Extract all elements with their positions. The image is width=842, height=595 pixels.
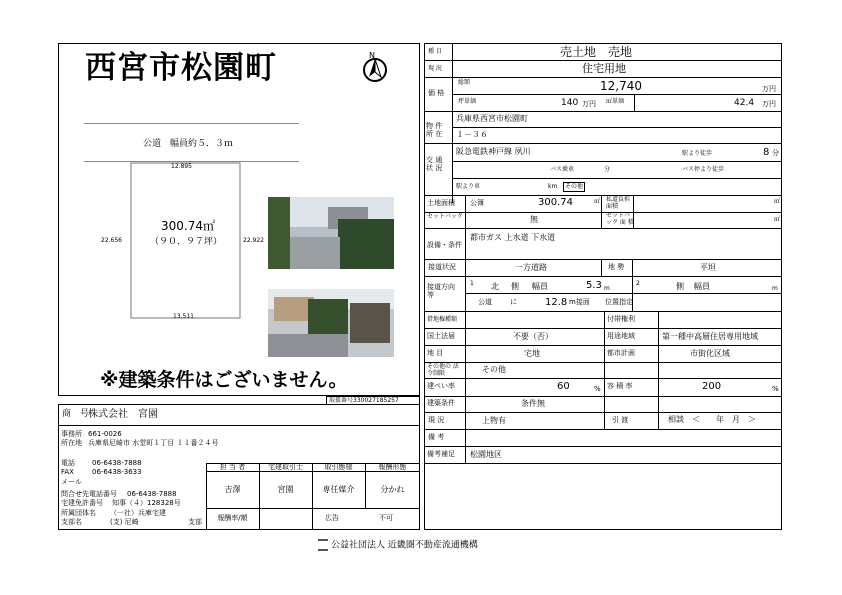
location-line2: １－３６ <box>456 130 488 139</box>
assoc-label: 所属団体名 <box>61 509 96 517</box>
tel-label: 電話 <box>61 459 75 467</box>
address-label: 所在地 <box>61 439 82 447</box>
property-type: 売土地 売地 <box>560 45 633 59</box>
row-divider <box>424 259 782 260</box>
road1-width-unit: m <box>604 285 610 292</box>
use-district-value: 第一種中高層住居専用地域 <box>662 332 758 341</box>
city-plan-value: 市街化区域 <box>690 349 730 358</box>
company-address: 兵庫県尼崎市 水堂町１丁目 １１番２４号 <box>88 439 219 447</box>
road1-direction: 北 <box>491 282 499 291</box>
company-tel: 06-6438-7888 <box>92 459 142 467</box>
road1-width: 5.3 <box>586 280 602 291</box>
north-compass-icon <box>360 50 390 84</box>
land-area: 300.74 <box>538 197 573 208</box>
col-divider <box>634 94 635 111</box>
row-divider <box>452 127 782 128</box>
th-agent: 担 当 者 <box>219 463 246 471</box>
land-area-label: 土地面積 <box>427 199 455 207</box>
bus-ride-label: バス乗車 <box>550 166 575 173</box>
dim-left: 22.656 <box>101 237 122 244</box>
far-unit: % <box>772 385 779 393</box>
additional-rights-label: 付帯権利 <box>607 315 635 323</box>
col-divider <box>465 195 466 463</box>
location-line1: 兵庫県西宮市松園町 <box>456 114 528 123</box>
road-to: に <box>510 298 517 306</box>
use-district-label: 用途地域 <box>607 332 635 340</box>
station-car-label: 駅より車 <box>456 183 481 190</box>
road-label: 公道 幅員約５．３ｍ <box>143 139 234 149</box>
far-label: 容 積 率 <box>607 382 633 390</box>
sqm-price: 42.4 <box>734 98 755 108</box>
setback-area-unit: ㎡ <box>774 216 781 223</box>
office-postal: 661-0026 <box>88 430 122 438</box>
sqm-price-unit: 万円 <box>762 100 776 108</box>
status-label: 現 況 <box>428 65 442 72</box>
building-cond-label: 建築条件 <box>427 399 455 407</box>
company-name: 株式会社 宮園 <box>88 409 158 420</box>
land-law-value: 不要（否） <box>513 332 553 341</box>
current-label: 現 況 <box>428 416 445 424</box>
footer-org-name: 公益社団法人 近畿圏不動産流通機構 <box>331 540 478 551</box>
road2-width-unit: m <box>772 285 778 292</box>
current-value: 上物有 <box>482 416 506 425</box>
th-reward: 報酬形態 <box>378 463 407 471</box>
dim-top: 12.895 <box>171 163 192 170</box>
tsubo-price-unit: 万円 <box>582 100 596 108</box>
dim-right: 22.922 <box>243 237 264 244</box>
reward-rate-label: 報酬率/額 <box>217 514 248 522</box>
facility-label: 設備・条件 <box>427 241 462 249</box>
row-divider <box>424 463 782 464</box>
setback-value: 無 <box>530 215 538 224</box>
remarks-extra-value: 松園地区 <box>470 450 502 459</box>
other-label: その他 <box>565 183 584 190</box>
land-kind: 公簿 <box>470 199 484 207</box>
road2-side: 側 <box>676 282 684 291</box>
walk-minutes: 8 <box>763 147 770 158</box>
row-divider <box>424 378 782 379</box>
col-divider <box>658 311 659 429</box>
company-name-label: 商 号 <box>62 409 90 419</box>
row-divider <box>424 311 782 312</box>
road-status-value: 一方道路 <box>515 263 547 272</box>
far-value: 200 <box>702 381 722 392</box>
bus-ride-unit: 分 <box>604 166 611 173</box>
building-cond-value: 条件無 <box>521 399 545 408</box>
row-divider <box>424 143 782 144</box>
road2-width-label: 幅員 <box>694 282 710 291</box>
total-label: 総額 <box>458 79 471 86</box>
row-divider <box>424 111 782 112</box>
handling-number: 取扱番号330027185257 <box>329 397 399 404</box>
dim-bottom: 13.511 <box>173 313 194 320</box>
leasehold-label: 借地権種類 <box>427 316 458 323</box>
road-dir-label: 接道方向 等 <box>427 283 455 300</box>
remarks-extra-label: 備考補足 <box>427 450 455 458</box>
inquiry-tel: 06-6438-7888 <box>127 490 177 498</box>
table-col-divider-1 <box>259 463 260 530</box>
price-total-unit: 万円 <box>762 85 776 93</box>
remarks-label: 備 考 <box>428 433 445 441</box>
price-label: 価 格 <box>428 89 445 97</box>
company-fax: 06-6438-3633 <box>92 468 142 476</box>
land-area-unit: ㎡ <box>594 198 601 205</box>
svg-text:N: N <box>369 51 375 60</box>
table-header-divider <box>206 471 420 472</box>
setback-area-label: セットバック 面 積 <box>606 212 634 226</box>
train-line: 阪急電鉄神戸線 夙川 <box>456 147 531 156</box>
bus-walk-label: バス停より徒歩 <box>682 166 725 173</box>
frontage-length: 12.8 <box>545 297 568 308</box>
lot-area-tsubo: （９０．９７坪） <box>150 237 223 247</box>
license-label: 宅建免許番号 <box>61 499 103 507</box>
lot-area: 300.74㎡ <box>161 219 215 233</box>
label-col-divider <box>452 43 453 203</box>
ad-value: 不可 <box>379 514 393 522</box>
td-licensed: 宮園 <box>277 485 294 494</box>
row-divider <box>424 328 782 329</box>
mail-label: メール <box>61 478 82 486</box>
road2-number: 2 <box>636 280 640 287</box>
row-divider <box>424 60 782 61</box>
row-divider <box>424 396 782 397</box>
km-unit: km <box>548 183 558 190</box>
facility-value: 都市ガス 上水道 下水道 <box>470 233 556 242</box>
tsubo-price: 140 <box>561 98 579 108</box>
footer-org <box>318 539 478 551</box>
company-divider <box>58 425 420 426</box>
col-divider <box>601 195 602 229</box>
inquiry-label: 問合せ先電話番号 <box>61 490 117 498</box>
setback-label: セットバック <box>427 213 463 220</box>
site-photo-street <box>268 197 394 269</box>
walk-min-unit: 分 <box>772 149 779 157</box>
row-divider <box>424 195 782 196</box>
building-notice: ※建築条件はございません。 <box>100 369 348 391</box>
fax-label: FAX <box>61 468 74 476</box>
th-licensed: 宅建取引士 <box>268 463 303 471</box>
license-number: 知事（４）128328号 <box>112 499 181 507</box>
row-divider <box>424 446 782 447</box>
land-category-label: 地 目 <box>427 349 444 357</box>
terrain-label: 地 勢 <box>608 263 625 271</box>
td-agent: 吉澤 <box>224 485 241 494</box>
row-divider <box>424 345 782 346</box>
bcr-unit: % <box>594 385 601 393</box>
branch-suffix: 支部 <box>188 518 202 526</box>
row-divider <box>424 77 782 78</box>
row-divider <box>424 362 782 363</box>
page-title: 西宮市松園町 <box>85 50 277 86</box>
frontage-unit: m接面 <box>569 298 590 306</box>
road1-side: 側 <box>511 282 519 291</box>
row-divider <box>465 293 782 294</box>
col-divider <box>604 311 605 429</box>
walk-label: 駅より徒歩 <box>682 150 713 157</box>
other-restrict-value: その他 <box>482 365 506 374</box>
road1-number: 1 <box>470 280 474 287</box>
type-label: 種 目 <box>428 48 442 55</box>
road-status-label: 接道状況 <box>428 263 456 271</box>
road-line <box>84 123 299 124</box>
td-reward: 分かれ <box>380 485 405 494</box>
land-category-value: 宅地 <box>524 349 540 358</box>
row-divider <box>452 161 782 162</box>
handover-label: 引 渡 <box>612 416 629 424</box>
terrain-value: 平坦 <box>700 263 716 272</box>
private-road-label: 私道負担 面積 <box>606 196 631 210</box>
location-label: 物 件 所 在 <box>426 122 443 138</box>
private-road-unit: ㎡ <box>774 198 781 205</box>
assoc-name: （一社）兵庫宅建 <box>110 509 166 517</box>
city-plan-label: 都市計画 <box>607 349 635 357</box>
traffic-label: 交 通 状 況 <box>426 156 443 172</box>
ad-label: 広告 <box>325 514 339 522</box>
row-divider <box>424 276 782 277</box>
office-label: 事務所 <box>61 430 82 438</box>
site-photo-house <box>268 289 394 357</box>
td-transaction: 専任媒介 <box>322 485 355 494</box>
org-logo-icon <box>318 539 328 551</box>
road1-width-label: 幅員 <box>532 282 548 291</box>
property-status: 住宅用地 <box>582 62 626 75</box>
tsubo-price-label: 坪単価 <box>458 98 477 105</box>
sqm-price-label: ㎡単価 <box>606 98 625 105</box>
row-divider <box>424 228 782 229</box>
row-divider <box>424 212 782 213</box>
row-divider <box>424 429 782 430</box>
row-divider <box>452 94 782 95</box>
bcr-value: 60 <box>557 381 570 392</box>
row-divider <box>424 412 782 413</box>
position-label: 位置指定 <box>605 298 633 306</box>
table-body-divider <box>206 508 420 509</box>
th-transaction: 取引態様 <box>324 463 353 471</box>
row-divider <box>452 178 782 179</box>
land-law-label: 国土法届 <box>427 332 455 340</box>
handover-value: 相談 ＜ 年 月 ＞ <box>668 415 756 424</box>
col-divider <box>601 259 602 276</box>
branch-name: (支) 尼崎 <box>110 518 139 526</box>
bcr-label: 建ぺい率 <box>427 382 455 390</box>
price-total: 12,740 <box>600 79 642 93</box>
branch-label: 支部名 <box>61 518 82 526</box>
other-restrict-label: その他の 法令制限 <box>427 363 459 377</box>
road-kind: 公道 <box>478 298 492 306</box>
